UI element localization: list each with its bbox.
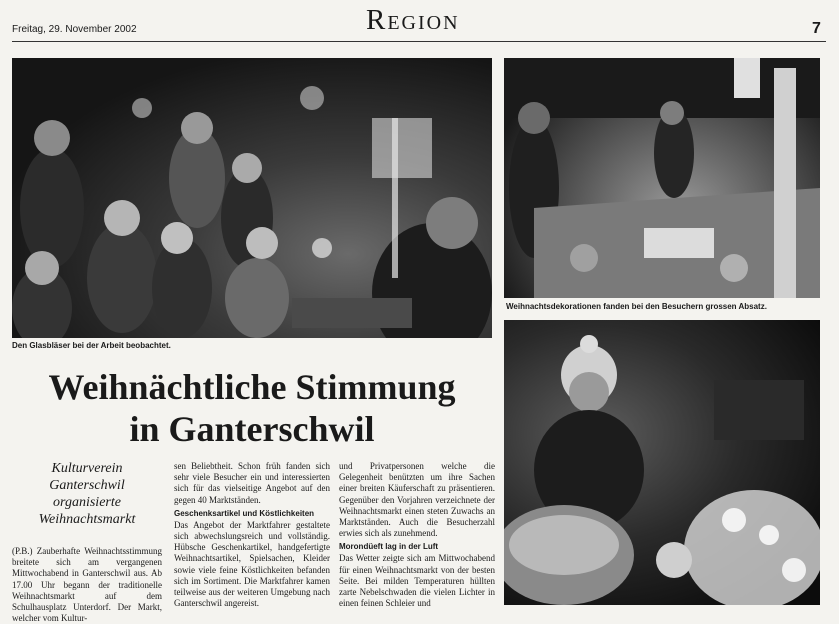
column-3-intro: und Privatpersonen welche die Gelegenheit benützten um ihre Sachen einer breiten Käuferschaft zu präsentieren. Gegenüber den Vorjahren verzeichnete der Weihnachtsmarkt einen steten Zuwachs an Marktständen. Auch die Besucherzahl erwies sich als zunehmend.	[339, 461, 495, 539]
child-at-stand-photo	[504, 320, 820, 605]
article-column-3	[339, 461, 495, 609]
column-3-body: Das Wetter zeigte sich am Mittwochabend für einen Weihnachtsmarkt von der besten Seite. Bei milden Temperaturen hüllten zarte Nebelschwaden die vielen Lichter in einen feinen Schleier und	[339, 553, 495, 609]
header-rule	[12, 41, 826, 42]
issue-date: Freitag, 29. November 2002	[12, 24, 137, 35]
glassblower-photo	[12, 58, 492, 338]
column-1-text: (P.B.) Zauberhafte Weihnachtsstimmung breitete sich am vergangenen Mittwochabend in Ganterschwil aus. Ab 17.00 Uhr begann der traditionelle Weihnachtsmarkt auf dem Schulhausplatz Unterdorf. Der Markt, welcher vom Kultur-	[12, 546, 162, 624]
column-2-intro: sen Beliebtheit. Schon früh fanden sich sehr viele Besucher ein und interessierten sich für das vielseitige Angebot auf den gegen 40 Marktständen.	[174, 461, 330, 505]
decorations-photo	[504, 58, 820, 298]
glassblower-caption: Den Glasbläser bei der Arbeit beobachtet.	[12, 341, 171, 350]
article-headline	[12, 366, 492, 450]
article-subhead: Kulturverein Ganterschwil organisierte Weihnachtsmarkt	[38, 461, 136, 527]
decorations-caption: Weihnachtsdekorationen fanden bei den Besuchern grossen Absatz.	[506, 302, 767, 311]
article-column-2	[174, 461, 330, 609]
column-3-subheading: Morondüeft lag in der Luft	[339, 542, 439, 552]
article-column-1	[12, 546, 162, 624]
column-2-subheading: Geschenksartikel und Köstlichkeiten	[174, 508, 315, 518]
column-2-body: Das Angebot der Marktfahrer gestaltete sich abwechslungsreich und vollständig. Hübsche Geschenkartikel, handgefertigte Weihnachtsartikel, Spielsachen, Kleider sowie viele feine Köstlichkeiten befanden sich im Sortiment. Die Marktfahrer kamen teilweise aus der weiteren Umgebung nach Ganterschwil angereist.	[174, 519, 330, 609]
page-number: 7	[812, 20, 821, 37]
section-title: Region	[366, 4, 460, 36]
headline-line-2: in Ganterschwil	[129, 409, 375, 449]
headline-line-1: Weihnächtliche Stimmung	[48, 367, 456, 407]
